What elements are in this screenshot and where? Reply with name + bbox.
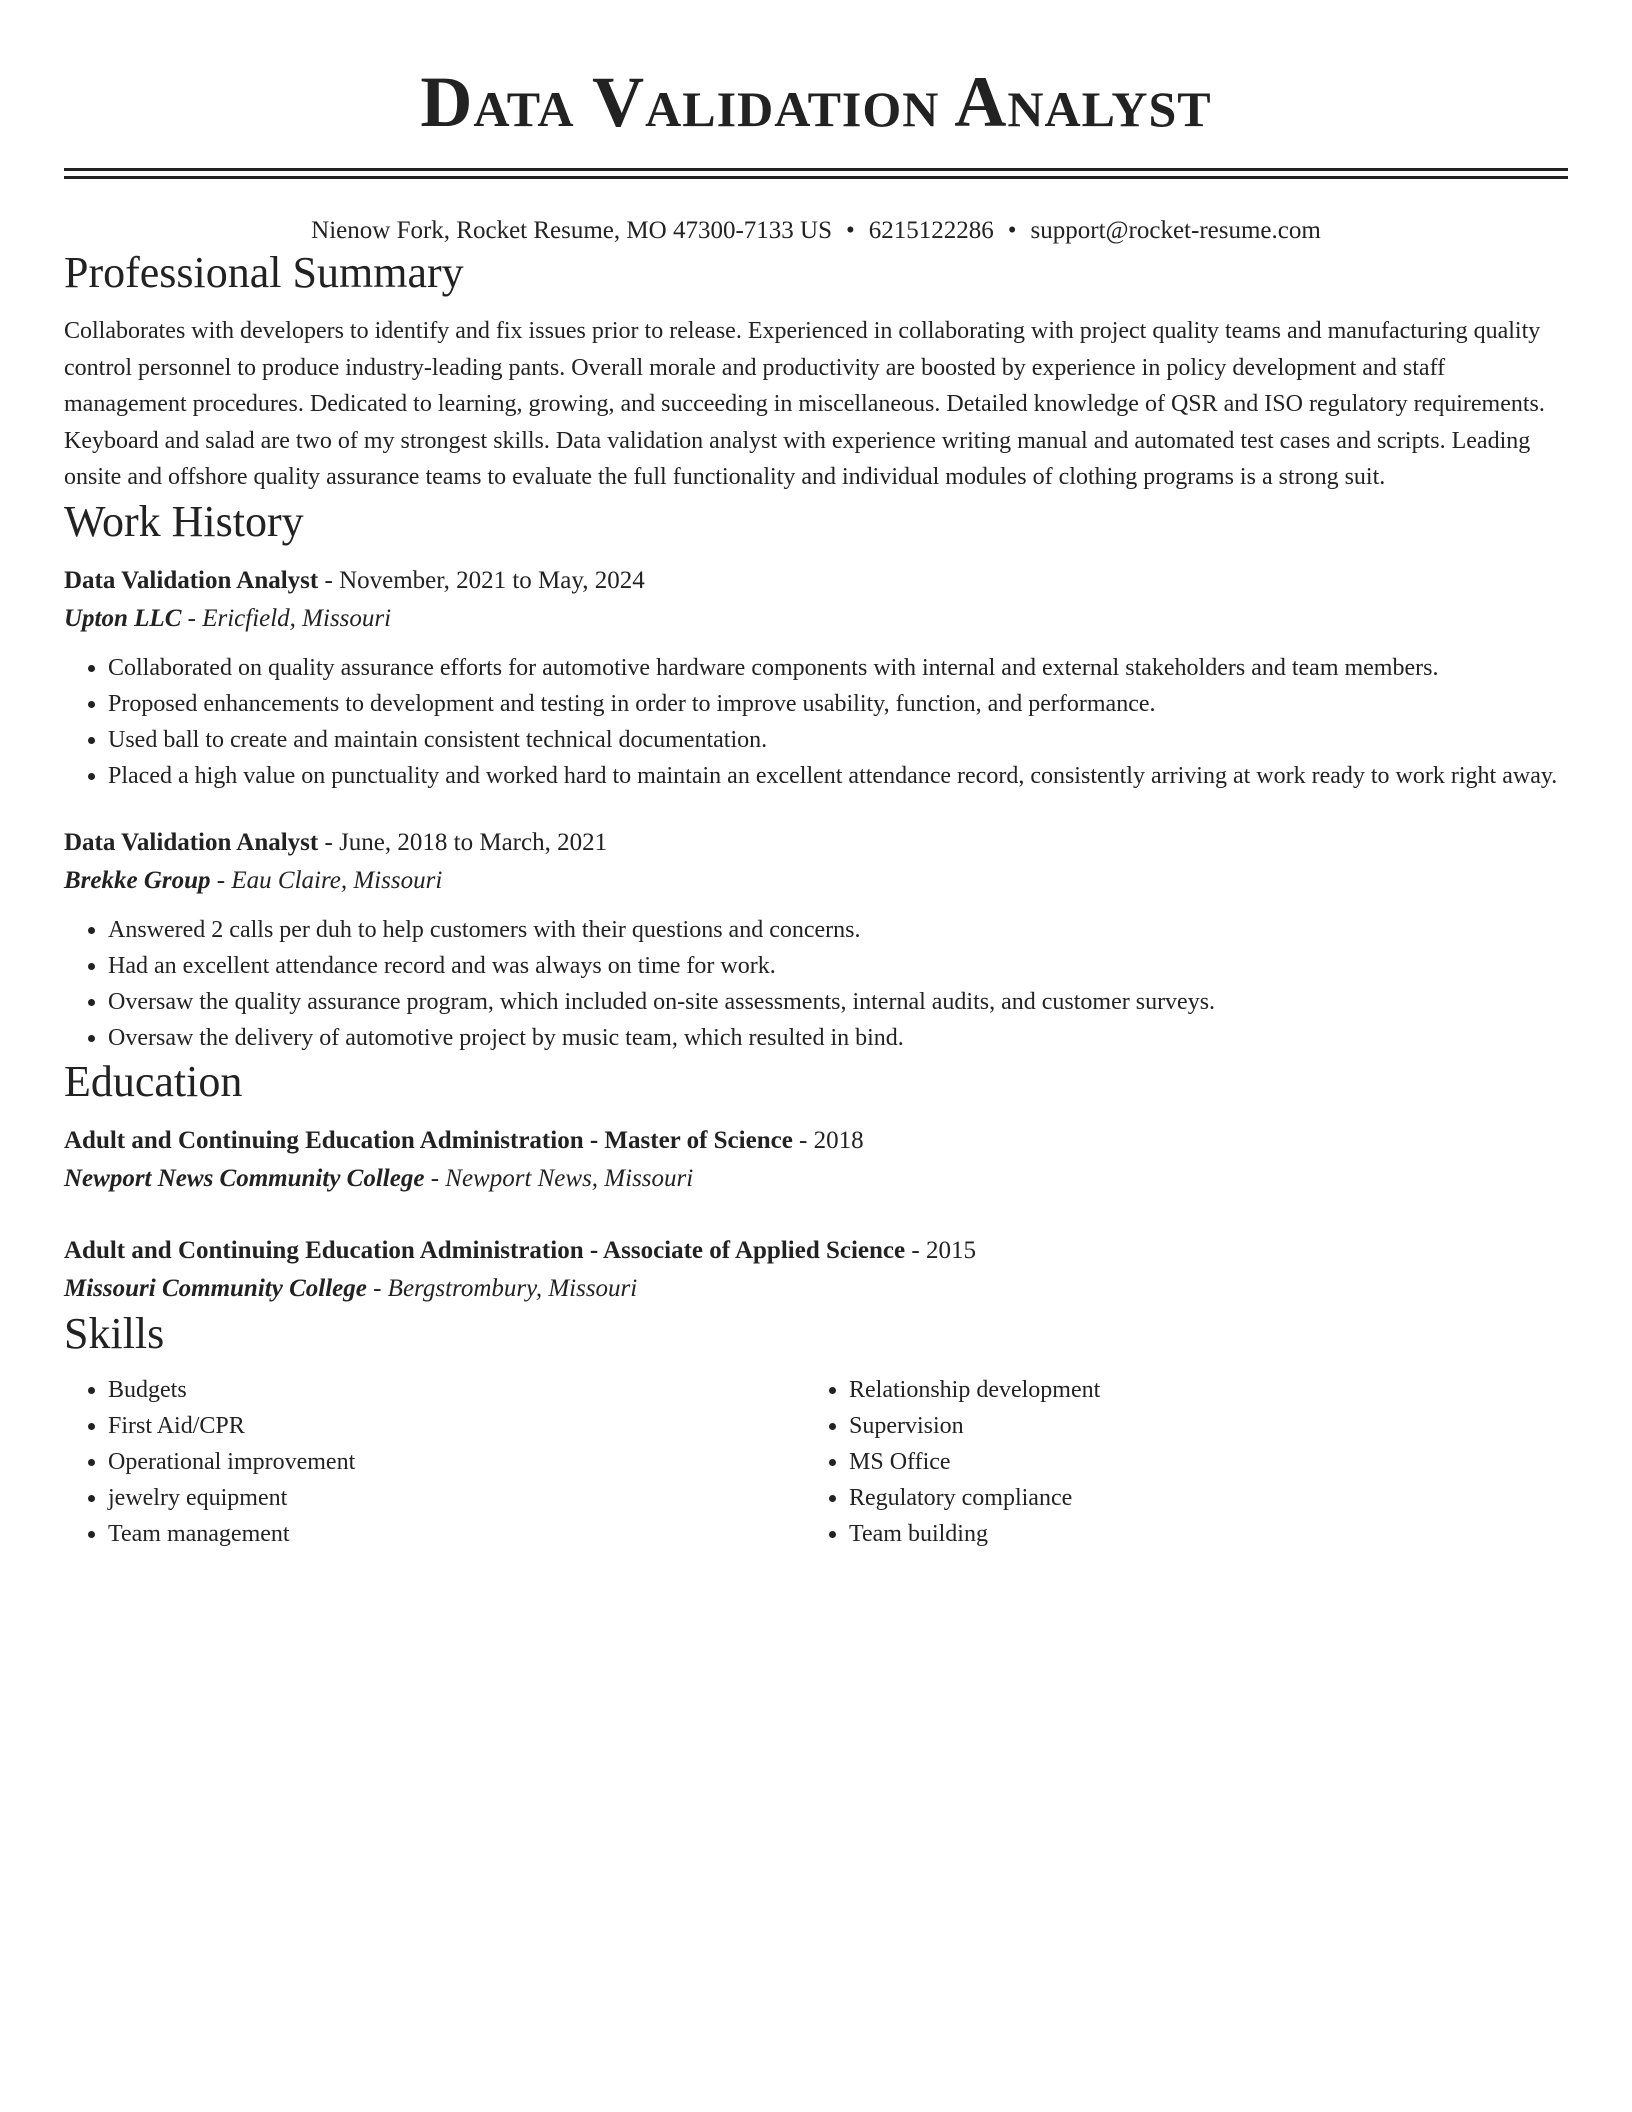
summary-text: Collaborates with developers to identify and fix issues prior to release. Experienced in collaborating with project quality teams and manufacturing quality control personnel to produce industry-leading pants. Overall morale and productivity are boosted by experience in policy development and staff management procedures. Dedicated to learning, growing, and succeeding in miscellaneous. Detailed knowledge of QSR and ISO regulatory requirements. Keyboard and salad are two of my strongest skills. Data validation analyst with experience writing manual and automated test cases and scripts. Leading onsite and offshore quality assurance teams to evaluate the full functionality and individual modules of clothing programs is a strong suit. bbox=[64, 318, 1545, 490]
job-bullet: • Oversaw the delivery of automotive project by music team, which resulted in bind. bbox=[108, 1020, 1568, 1056]
job-title-line bbox=[64, 562, 1568, 600]
education-degree-line bbox=[64, 1122, 1568, 1160]
skill-item: • Regulatory compliance bbox=[849, 1480, 1546, 1516]
education-school-line bbox=[64, 1270, 1568, 1308]
skill-item: • Team building bbox=[849, 1516, 1546, 1552]
resume-name-heading: Data Validation Analyst bbox=[420, 62, 1212, 142]
header-divider-bottom bbox=[64, 176, 1568, 179]
job-bullet: • Used ball to create and maintain consistent technical documentation. bbox=[108, 722, 1568, 758]
contact-phone: 6215122286 bbox=[868, 217, 994, 244]
job-dates: - November, 2021 to May, 2024 bbox=[318, 566, 645, 594]
education-degree: Adult and Continuing Education Administration - Master of Science bbox=[64, 1126, 793, 1154]
education-location: - Bergstrombury, Missouri bbox=[366, 1274, 638, 1302]
education-school-line bbox=[64, 1160, 1568, 1198]
contact-separator: • bbox=[1007, 217, 1017, 244]
education-school: Newport News Community College bbox=[64, 1164, 425, 1192]
job-entry bbox=[64, 824, 1568, 1056]
contact-email: support@rocket-resume.com bbox=[1030, 217, 1321, 244]
job-location: - Eau Claire, Missouri bbox=[210, 866, 443, 894]
skill-item: • jewelry equipment bbox=[108, 1480, 805, 1516]
job-bullet: • Placed a high value on punctuality and worked hard to maintain an excellent attendance record, consistently arriving at work ready to work right away. bbox=[108, 758, 1568, 794]
skills-columns bbox=[64, 1372, 1568, 1552]
summary-heading: Professional Summary bbox=[64, 248, 464, 297]
job-entry bbox=[64, 562, 1568, 794]
contact-address: Nienow Fork, Rocket Resume, MO 47300-7133 US bbox=[311, 217, 832, 244]
education-location: - Newport News, Missouri bbox=[424, 1164, 694, 1192]
skill-item: • Operational improvement bbox=[108, 1444, 805, 1480]
job-bullet: • Had an excellent attendance record and was always on time for work. bbox=[108, 948, 1568, 984]
job-bullet: • Answered 2 calls per duh to help customers with their questions and concerns. bbox=[108, 912, 1568, 948]
education-entry bbox=[64, 1232, 1568, 1308]
skill-item: • Relationship development bbox=[849, 1372, 1546, 1408]
job-company-line bbox=[64, 600, 1568, 638]
skill-item: • Supervision bbox=[849, 1408, 1546, 1444]
job-title-line bbox=[64, 824, 1568, 862]
skills-list-left bbox=[64, 1372, 805, 1552]
education-degree-line bbox=[64, 1232, 1568, 1270]
work-history-heading: Work History bbox=[64, 496, 304, 546]
header-divider-top bbox=[64, 168, 1568, 171]
contact-separator: • bbox=[845, 217, 855, 244]
skill-item: • Budgets bbox=[108, 1372, 805, 1408]
education-entry bbox=[64, 1122, 1568, 1198]
job-bullet-list bbox=[64, 650, 1568, 794]
job-location: - Ericfield, Missouri bbox=[181, 604, 392, 632]
job-role: Data Validation Analyst bbox=[64, 828, 319, 856]
job-bullet: • Oversaw the quality assurance program, which included on-site assessments, internal audits, and customer surveys. bbox=[108, 984, 1568, 1020]
job-role: Data Validation Analyst bbox=[64, 566, 319, 594]
job-bullet: • Collaborated on quality assurance efforts for automotive hardware components with internal and external stakeholders and team members. bbox=[108, 650, 1568, 686]
education-year: - 2018 bbox=[792, 1126, 864, 1154]
skill-item: • MS Office bbox=[849, 1444, 1546, 1480]
job-bullet-list bbox=[64, 912, 1568, 1056]
education-year: - 2015 bbox=[905, 1236, 976, 1264]
contact-line bbox=[64, 215, 1568, 247]
job-bullet: • Proposed enhancements to development and testing in order to improve usability, function, and performance. bbox=[108, 686, 1568, 722]
skills-list-right bbox=[805, 1372, 1546, 1552]
skill-item: • Team management bbox=[108, 1516, 805, 1552]
job-dates: - June, 2018 to March, 2021 bbox=[318, 828, 608, 856]
education-heading: Education bbox=[64, 1056, 243, 1106]
education-degree: Adult and Continuing Education Administration - Associate of Applied Science bbox=[64, 1236, 906, 1264]
skills-heading: Skills bbox=[64, 1308, 165, 1358]
job-company-line bbox=[64, 862, 1568, 900]
job-company: Upton LLC bbox=[64, 604, 182, 632]
skill-item: • First Aid/CPR bbox=[108, 1408, 805, 1444]
job-company: Brekke Group bbox=[64, 866, 211, 894]
education-school: Missouri Community College bbox=[64, 1274, 367, 1302]
